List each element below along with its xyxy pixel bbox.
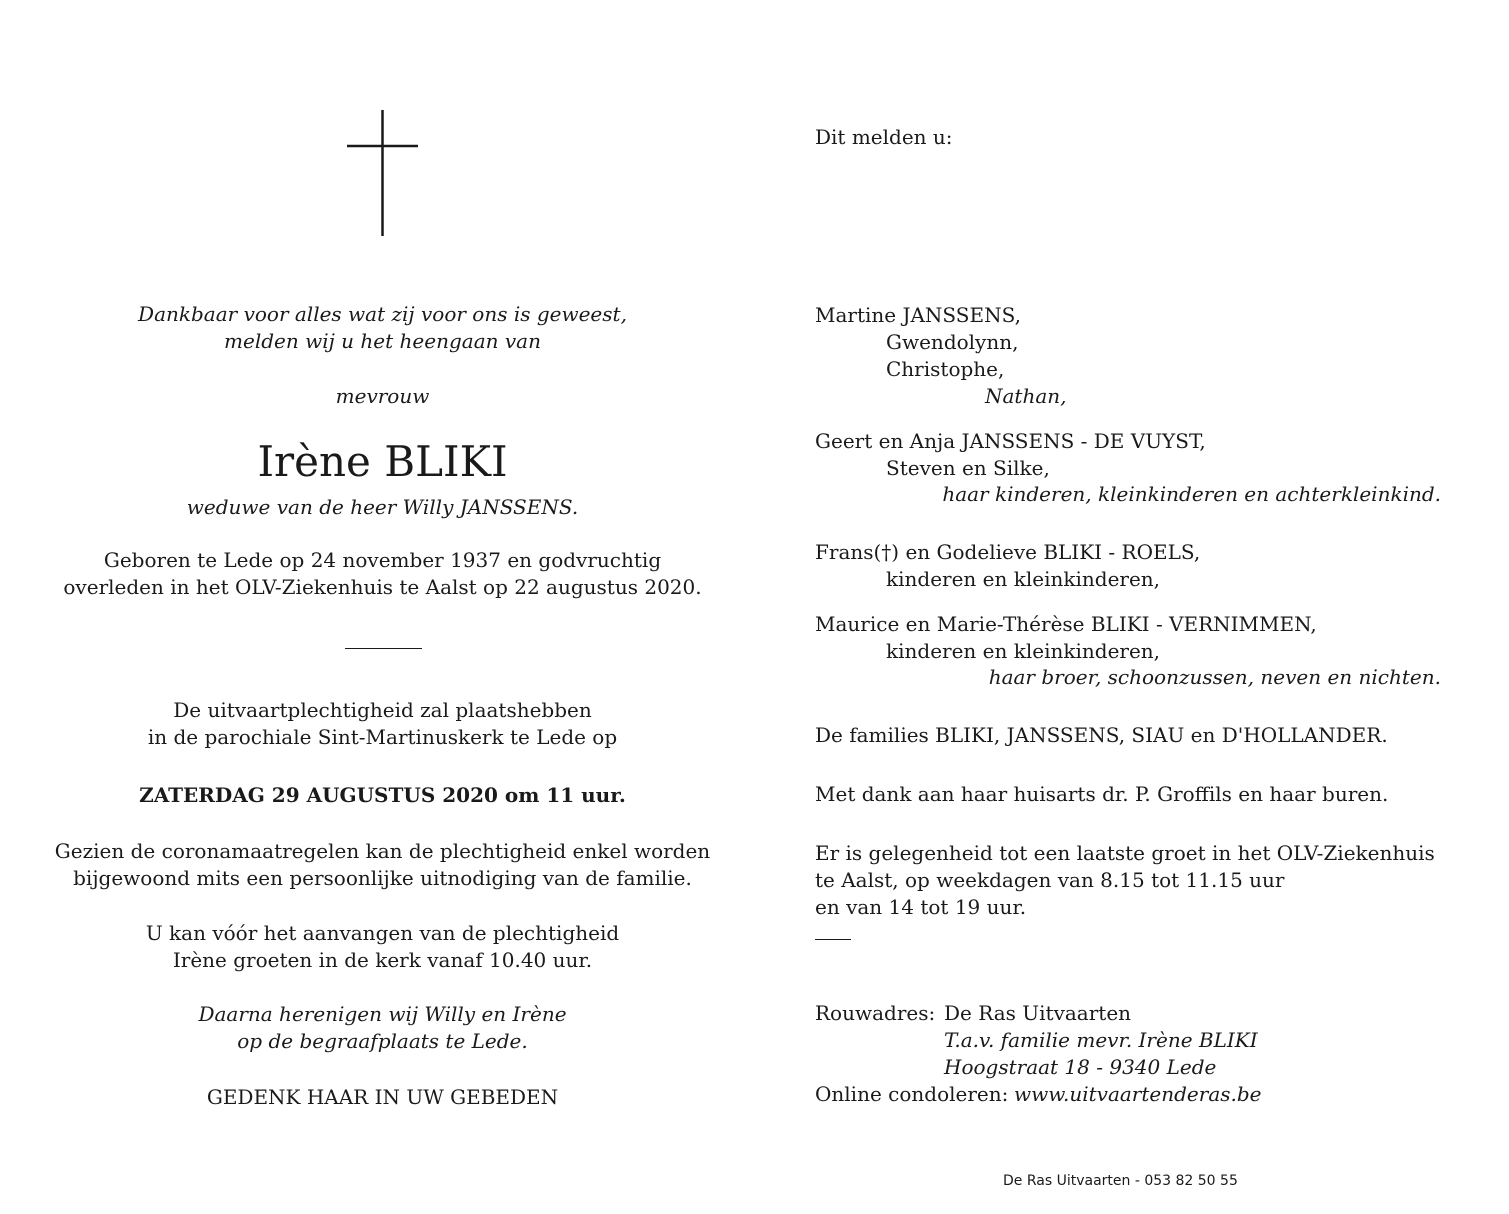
ceremony-date: ZATERDAG 29 AUGUSTUS 2020 om 11 uur.: [139, 783, 626, 807]
visit-line-1: Er is gelegenheid tot een laatste groet in het OLV-Ziekenhuis: [815, 841, 1435, 865]
family-2-line-1: Geert en Anja JANSSENS - DE VUYST,: [815, 429, 1206, 453]
address-line-3: Hoogstraat 18 - 9340 Lede: [944, 1055, 1217, 1079]
address-line-1: De Ras Uitvaarten: [944, 1001, 1132, 1025]
birth-line-2: overleden in het OLV-Ziekenhuis te Aalst op 22 augustus 2020.: [63, 575, 702, 599]
family-4-line-2: kinderen en kleinkinderen,: [886, 639, 1161, 663]
family-2-line-2: Steven en Silke,: [886, 456, 1050, 480]
family-1-line-3: Christophe,: [886, 357, 1005, 381]
online-label: Online condoleren:: [815, 1082, 1009, 1106]
divider-right: [815, 939, 851, 940]
online-url[interactable]: www.uitvaartenderas.be: [1014, 1082, 1262, 1106]
greet-line-2: Irène groeten in de kerk vanaf 10.40 uur.: [172, 948, 593, 972]
address-line-2: T.a.v. familie mevr. Irène BLIKI: [944, 1028, 1258, 1052]
intro-line-1: Dankbaar voor alles wat zij voor ons is geweest,: [138, 302, 627, 326]
family-1-line-1: Martine JANSSENS,: [815, 303, 1021, 327]
footer-contact: De Ras Uitvaarten - 053 82 50 55: [1003, 1173, 1238, 1189]
visit-line-2: te Aalst, op weekdagen van 8.15 tot 11.15 uur: [815, 868, 1285, 892]
family-4-line-3: haar broer, schoonzussen, neven en nichten.: [988, 665, 1441, 689]
address-label: Rouwadres:: [815, 1001, 936, 1025]
visit-line-3: en van 14 tot 19 uur.: [815, 895, 1027, 919]
deceased-name: Irène BLIKI: [257, 437, 508, 486]
family-3-line-2: kinderen en kleinkinderen,: [886, 567, 1161, 591]
birth-line-1: Geboren te Lede op 24 november 1937 en godvruchtig: [103, 548, 662, 572]
thanks-line: Met dank aan haar huisarts dr. P. Groffils en haar buren.: [815, 782, 1389, 806]
families-line: De families BLIKI, JANSSENS, SIAU en D'HOLLANDER.: [815, 723, 1388, 747]
ceremony-line-1: De uitvaartplechtigheid zal plaatshebben: [173, 698, 592, 722]
family-2-line-3: haar kinderen, kleinkinderen en achterkleinkind.: [942, 482, 1441, 506]
widow-line: weduwe van de heer Willy JANSSENS.: [186, 495, 579, 519]
corona-line-1: Gezien de coronamaatregelen kan de plechtigheid enkel worden: [54, 839, 711, 863]
corona-line-2: bijgewoond mits een persoonlijke uitnodiging van de familie.: [73, 866, 692, 890]
title-mevrouw: mevrouw: [335, 384, 430, 408]
burial-line-1: Daarna herenigen wij Willy en Irène: [198, 1002, 567, 1026]
closing-line: GEDENK HAAR IN UW GEBEDEN: [206, 1085, 559, 1109]
greet-line-1: U kan vóór het aanvangen van de plechtigheid: [145, 921, 620, 945]
ceremony-line-2: in de parochiale Sint-Martinuskerk te Lede op: [147, 725, 618, 749]
family-3-line-1: Frans(†) en Godelieve BLIKI - ROELS,: [815, 540, 1201, 564]
family-4-line-1: Maurice en Marie-Thérèse BLIKI - VERNIMMEN,: [815, 612, 1317, 636]
intro-line-2: melden wij u het heengaan van: [224, 329, 541, 353]
burial-line-2: op de begraafplaats te Lede.: [237, 1029, 528, 1053]
divider-left: [345, 648, 422, 649]
family-1-line-2: Gwendolynn,: [886, 330, 1019, 354]
announce-header: Dit melden u:: [815, 125, 953, 149]
family-1-line-4: Nathan,: [985, 384, 1067, 408]
cross-icon: [347, 110, 418, 236]
